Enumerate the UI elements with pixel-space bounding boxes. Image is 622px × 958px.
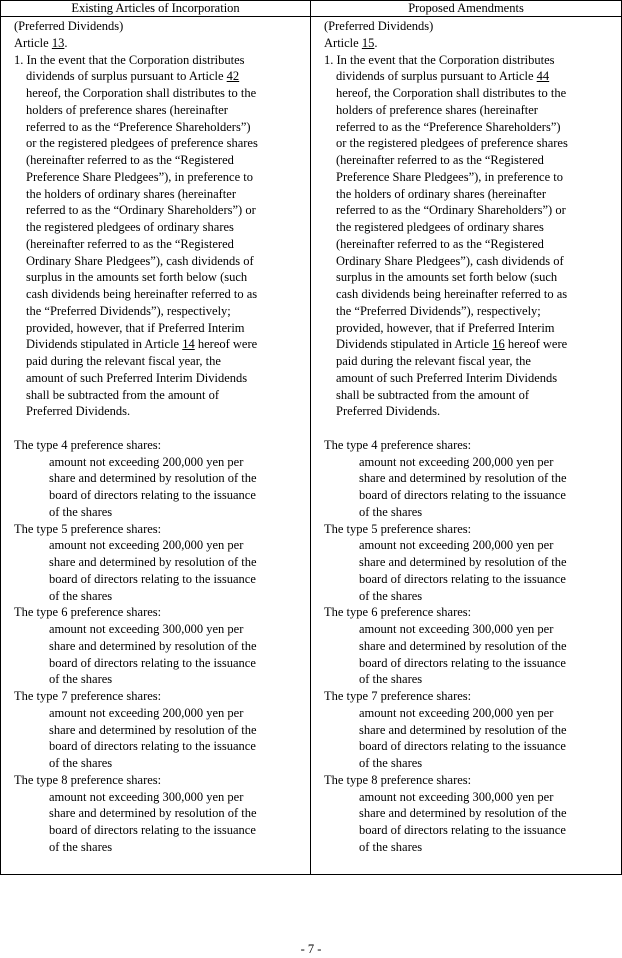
paragraph-line [324,336,617,353]
share-type-detail-line: share and determined by resolution of the [359,638,567,653]
article-reference: 42 [226,69,240,84]
line-text: cash dividends being hereinafter referred to as [26,287,258,301]
share-type-detail-line: amount not exceeding 300,000 yen per [49,622,244,636]
line-text: (hereinafter referred to as the “Registered [26,236,234,251]
line-text: Dividends stipulated in Article [26,337,183,352]
paragraph-line [14,387,306,404]
line-text: surplus in the amounts set forth below (such [336,270,558,285]
share-type-entry [324,688,617,772]
share-type-entry [14,772,306,856]
paragraph-line [324,169,617,186]
proposed-amendments-cell [311,17,622,875]
paragraph-line [324,102,617,119]
paragraph-line [324,303,617,320]
line-text: Ordinary Share Pledgees”), cash dividends of [26,253,254,268]
share-type-detail-line: of the shares [49,588,113,603]
line-text: paid during the relevant fiscal year, the [26,354,221,368]
paragraph-line [324,219,617,236]
paragraph-line [14,320,306,337]
line-text: dividends of surplus pursuant to Article [336,69,537,84]
paragraph-line [324,202,617,219]
paragraph-line [14,370,306,387]
line-text: Preference Share Pledgees”), in preference to [336,169,563,184]
existing-articles-cell [1,17,311,875]
paragraph-line [14,202,306,219]
share-type-detail-line: of the shares [359,672,423,687]
line-text: holders of preference shares (hereinafter [336,102,538,117]
line-text: surplus in the amounts set forth below (such [26,270,248,285]
line-text: referred to as the “Ordinary Shareholders”) or [336,203,566,218]
article-reference: 44 [536,69,550,84]
line-text: hereof were [194,337,258,352]
line-text: amount of such Preferred Interim Dividends [336,370,558,385]
share-type-detail-line: board of directors relating to the issuance [49,655,256,670]
share-type-detail-line: share and determined by resolution of the [359,555,567,569]
paragraph-line [14,286,306,303]
share-type-entry [324,604,617,688]
share-type-detail-line: board of directors relating to the issuance [359,739,566,754]
share-type-title: The type 5 preference shares: [14,521,162,536]
paragraph-line [324,119,617,136]
share-type-detail-line: share and determined by resolution of the [49,806,257,821]
paragraph-line [14,253,306,270]
share-type-title: The type 4 preference shares: [324,437,472,452]
section-caption: (Preferred Dividends) [14,19,124,33]
line-text: amount of such Preferred Interim Dividends [26,370,248,385]
paragraph-line [324,236,617,253]
line-text: Dividends stipulated in Article [336,337,493,352]
paragraph-line [14,303,306,320]
paragraph-line [14,152,306,169]
paragraph-line [324,52,617,69]
paragraph-line [14,85,306,102]
article-number: 13 [51,35,65,50]
line-text: referred to as the “Preference Shareholders”) [336,119,561,134]
line-text: the registered pledgees of ordinary shares [26,220,234,234]
paragraph-line [324,286,617,303]
paragraph-line [14,68,306,85]
share-type-detail-line: board of directors relating to the issuance [359,655,566,670]
share-type-detail-line: of the shares [49,672,113,687]
share-type-detail-line: share and determined by resolution of the [49,555,257,569]
paragraph-line [324,85,617,102]
line-text: the holders of ordinary shares (hereinafter [336,186,546,201]
paragraph-line [324,387,617,404]
article-heading [14,35,306,52]
paragraph-line [14,236,306,253]
share-type-title: The type 6 preference shares: [324,605,472,620]
share-type-detail-line: of the shares [49,756,113,770]
line-text: cash dividends being hereinafter referred to as [336,287,568,301]
line-text: provided, however, that if Preferred Interim [26,320,245,335]
share-type-detail-line: share and determined by resolution of the [359,471,567,486]
table-body-row [1,17,622,875]
article-suffix: . [374,35,378,50]
share-type-detail-line: board of directors relating to the issuance [359,571,566,586]
line-text: 1. In the event that the Corporation distributes [14,52,245,67]
paragraph-line [14,102,306,119]
paragraph-line [324,186,617,203]
share-type-detail-line: amount not exceeding 300,000 yen per [49,789,244,804]
proposed-amendments-content [311,17,621,874]
article-number: 15 [361,35,375,50]
paragraph-line [324,320,617,337]
paragraph-line [324,135,617,152]
share-type-entry [14,437,306,521]
share-type-title: The type 6 preference shares: [14,605,162,620]
share-type-title: The type 8 preference shares: [324,772,472,787]
share-type-detail-line: share and determined by resolution of the [49,722,257,737]
paragraph-line [14,336,306,353]
line-text: shall be subtracted from the amount of [336,387,529,402]
line-text: Preference Share Pledgees”), in preference to [26,169,253,184]
section-caption: (Preferred Dividends) [324,19,434,33]
existing-articles-content [1,17,310,874]
line-text: holders of preference shares (hereinafter [26,102,228,117]
share-type-entry [324,772,617,856]
share-type-detail-line: of the shares [359,504,423,519]
line-text: dividends of surplus pursuant to Article [26,69,227,84]
share-type-title: The type 7 preference shares: [14,689,162,703]
paragraph-line [324,370,617,387]
share-type-detail-line: board of directors relating to the issuance [49,571,256,586]
share-type-title: The type 4 preference shares: [14,437,162,452]
share-type-detail-line: share and determined by resolution of the [359,722,567,737]
line-text: paid during the relevant fiscal year, the [336,354,531,368]
share-type-title: The type 5 preference shares: [324,521,472,536]
share-type-detail-line: amount not exceeding 200,000 yen per [359,705,554,720]
line-text: or the registered pledgees of preference shares [26,136,258,151]
header-proposed-amendments: Proposed Amendments [311,1,622,17]
share-type-detail-line: board of directors relating to the issuance [49,823,256,837]
article-heading [324,35,617,52]
share-type-title: The type 8 preference shares: [14,772,162,787]
line-text: referred to as the “Preference Shareholders”) [26,119,251,134]
paragraph-line [14,186,306,203]
share-type-entry [324,437,617,521]
share-type-detail-line: amount not exceeding 200,000 yen per [359,538,554,553]
share-type-detail-line: board of directors relating to the issuance [359,488,566,502]
line-text: the “Preferred Dividends”), respectively; [26,303,231,318]
header-existing-articles: Existing Articles of Incorporation [1,1,311,17]
paragraph-line [14,52,306,69]
article-reference: 14 [182,337,195,352]
paragraph-line [324,269,617,286]
line-text: or the registered pledgees of preference shares [336,136,568,151]
article-prefix: Article [324,35,362,50]
paragraph-line [324,253,617,270]
line-text: the holders of ordinary shares (hereinafter [26,186,236,201]
paragraph-line [324,68,617,85]
line-text: referred to as the “Ordinary Shareholders”) or [26,203,256,218]
paragraph-line [14,403,306,420]
paragraph-line [324,403,617,420]
share-type-detail-line: of the shares [49,504,113,519]
article-suffix: . [64,35,68,50]
share-type-detail-line: of the shares [359,588,423,603]
share-type-detail-line: board of directors relating to the issuance [49,739,256,754]
share-type-detail-line: of the shares [359,839,423,854]
paragraph-line [14,119,306,136]
line-text: the registered pledgees of ordinary shares [336,220,544,234]
page-number: - 7 - [300,942,322,956]
share-type-detail-line: amount not exceeding 200,000 yen per [359,454,554,469]
share-type-detail-line: board of directors relating to the issuance [49,488,256,502]
share-type-detail-line: amount not exceeding 200,000 yen per [49,454,244,469]
line-text: provided, however, that if Preferred Interim [336,320,555,335]
share-type-detail-line: amount not exceeding 200,000 yen per [49,538,244,553]
share-type-detail-line: share and determined by resolution of the [49,471,257,486]
share-type-entry [324,521,617,605]
share-type-detail-line: share and determined by resolution of the [359,806,567,821]
paragraph-line [14,135,306,152]
line-text: Preferred Dividends. [336,404,441,419]
blank-line [14,420,306,437]
line-text: (hereinafter referred to as the “Registered [26,153,234,167]
line-text: shall be subtracted from the amount of [26,387,219,402]
share-type-detail-line: amount not exceeding 200,000 yen per [49,705,244,720]
line-text: 1. In the event that the Corporation distributes [324,52,555,67]
share-type-entry [14,521,306,605]
share-type-detail-line: amount not exceeding 300,000 yen per [359,789,554,804]
line-text: (hereinafter referred to as the “Registered [336,153,544,167]
paragraph-line [14,269,306,286]
paragraph-line [324,353,617,370]
article-prefix: Article [14,35,52,50]
paragraph-line [14,353,306,370]
share-type-title: The type 7 preference shares: [324,689,472,703]
share-type-detail-line: of the shares [49,839,113,854]
share-type-detail-line: of the shares [359,756,423,770]
article-reference: 16 [492,337,505,352]
share-type-detail-line: board of directors relating to the issuance [359,823,566,837]
line-text: hereof, the Corporation shall distributes to the [336,86,567,100]
paragraph-line [14,219,306,236]
line-text: the “Preferred Dividends”), respectively; [336,303,541,318]
line-text: hereof, the Corporation shall distributes to the [26,86,257,100]
line-text: hereof were [504,337,568,352]
share-type-detail-line: amount not exceeding 300,000 yen per [359,622,554,636]
line-text: Ordinary Share Pledgees”), cash dividends of [336,253,564,268]
share-type-detail-line: share and determined by resolution of the [49,638,257,653]
paragraph-line [324,152,617,169]
blank-line [324,420,617,437]
paragraph-line [14,169,306,186]
share-type-entry [14,688,306,772]
line-text: (hereinafter referred to as the “Registered [336,236,544,251]
line-text: Preferred Dividends. [26,404,131,419]
share-type-entry [14,604,306,688]
table-header-row [1,1,622,17]
